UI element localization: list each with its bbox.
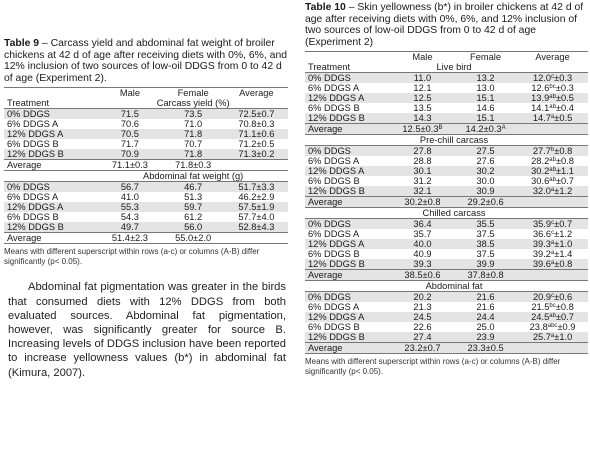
section-blank-2 <box>517 62 588 73</box>
female-cell: 71.0 <box>184 119 203 130</box>
average-cell-value: 28.2 <box>531 156 550 167</box>
average-cell-value: 20.9 <box>532 292 552 303</box>
average-male: 71.1±0.3 <box>98 160 161 171</box>
average-cell-error: ±0.7 <box>555 312 574 323</box>
average-cell-value: 35.9 <box>532 219 552 230</box>
average-cell: 71.1±0.6 <box>225 129 288 139</box>
table9-header-average: Average <box>225 88 288 99</box>
table10-header-row <box>305 52 588 63</box>
female-cell: 38.5 <box>454 239 517 249</box>
section-blank <box>305 281 391 292</box>
average-cell-error: ±0.6 <box>554 292 573 303</box>
average-cell-value: 21.5 <box>531 302 550 313</box>
treatment-cell: 12% DDGS A <box>305 93 391 103</box>
table10-section-header <box>305 281 588 292</box>
average-label: Average <box>4 233 98 244</box>
table9-label: Table 9 <box>4 38 40 49</box>
table9-header-male: Male <box>98 88 161 99</box>
average-cell-error: ±0.4 <box>555 103 574 114</box>
average-cell-value: 14.1 <box>531 103 550 114</box>
treatment-cell: 12% DDGS B <box>4 149 98 160</box>
average-male-value: 38.5±0.6 <box>404 270 441 281</box>
average-blank <box>517 124 588 135</box>
treatment-cell: 12% DDGS B <box>305 332 391 343</box>
treatment-cell: 6% DDGS A <box>308 83 360 94</box>
average-male-superscript: B <box>438 125 443 132</box>
table-row <box>305 146 588 157</box>
average-cell-superscript: a <box>550 187 555 194</box>
male-cell: 41.0 <box>120 192 139 203</box>
average-cell <box>517 113 588 124</box>
table-row <box>305 302 588 312</box>
average-cell: 57.7±4.0 <box>238 212 275 223</box>
average-cell-error: ±1.2 <box>554 229 573 240</box>
average-cell-superscript: c <box>551 293 555 300</box>
male-cell: 54.3 <box>120 212 139 223</box>
treatment-cell: 6% DDGS B <box>308 322 360 333</box>
average-blank <box>517 270 588 281</box>
treatment-cell: 12% DDGS B <box>4 222 98 233</box>
average-cell-superscript: c <box>551 220 555 227</box>
average-cell <box>517 176 588 186</box>
treatment-cell: 6% DDGS B <box>308 176 360 187</box>
treatment-cell: 12% DDGS B <box>305 186 391 197</box>
average-cell <box>517 186 588 197</box>
female-cell: 56.0 <box>162 222 225 233</box>
average-cell <box>517 239 588 249</box>
treatment-cell: 6% DDGS B <box>308 103 360 114</box>
average-cell-error: ±0.8 <box>555 156 574 167</box>
table-row <box>305 312 588 322</box>
average-cell-superscript: ab <box>549 104 556 111</box>
average-cell-error: ±0.5 <box>555 93 574 104</box>
treatment-cell: 6% DDGS B <box>7 212 59 223</box>
table9-header-treatment: Treatment <box>4 98 98 109</box>
table9-average-row <box>4 160 288 171</box>
table10-section-header <box>305 208 588 219</box>
average-blank <box>225 160 288 171</box>
treatment-cell: 6% DDGS B <box>7 139 59 150</box>
female-cell: 61.2 <box>184 212 203 223</box>
average-female <box>454 124 517 135</box>
male-cell: 31.2 <box>413 176 432 187</box>
female-cell: 27.5 <box>454 146 517 157</box>
table-row <box>305 239 588 249</box>
table9 <box>4 87 288 244</box>
table9-header-row <box>4 88 288 99</box>
average-cell <box>517 249 588 259</box>
average-cell <box>517 93 588 103</box>
female-cell: 15.1 <box>454 113 517 124</box>
average-cell-error: ±0.9 <box>557 322 576 333</box>
table9-section2-header <box>4 171 288 182</box>
treatment-cell: 0% DDGS <box>4 182 98 193</box>
average-cell-superscript: a <box>550 240 555 247</box>
male-cell: 36.4 <box>391 219 454 230</box>
treatment-cell: 6% DDGS A <box>308 156 360 167</box>
male-cell: 12.5 <box>391 93 454 103</box>
section-title: Chilled carcass <box>391 208 517 219</box>
treatment-cell: 0% DDGS <box>305 73 391 84</box>
male-cell: 55.3 <box>98 202 161 212</box>
average-male-value: 12.5±0.3 <box>402 124 439 135</box>
average-cell-superscript: c <box>551 230 555 237</box>
table-row <box>4 202 288 212</box>
average-cell-error: ±0.7 <box>554 219 573 230</box>
average-cell-value: 39.3 <box>532 239 551 250</box>
average-cell <box>517 83 588 93</box>
table-row <box>305 103 588 113</box>
average-cell-superscript: ab <box>549 94 556 101</box>
table-row <box>305 259 588 270</box>
male-cell: 71.7 <box>120 139 139 150</box>
table10-caption <box>305 2 588 48</box>
average-cell-superscript: ab <box>549 157 556 164</box>
male-cell: 32.1 <box>391 186 454 197</box>
average-cell-error: ±0.8 <box>554 146 573 157</box>
treatment-cell: 12% DDGS A <box>4 129 98 139</box>
table-row <box>305 249 588 259</box>
average-cell-error: ±0.5 <box>554 113 573 124</box>
male-cell: 70.9 <box>98 149 161 160</box>
treatment-cell: 0% DDGS <box>305 219 391 230</box>
average-cell-value: 32.0 <box>532 186 551 197</box>
average-cell-error: ±1.0 <box>554 332 573 343</box>
average-male <box>391 124 454 135</box>
average-female-value: 23.3±0.5 <box>467 343 504 354</box>
table-row <box>305 83 588 93</box>
average-female <box>454 270 517 281</box>
average-cell-value: 39.2 <box>532 249 551 260</box>
female-cell: 30.0 <box>476 176 495 187</box>
average-female-value: 14.2±0.3 <box>465 124 502 135</box>
treatment-cell: 0% DDGS <box>4 109 98 120</box>
average-male <box>391 343 454 354</box>
average-cell-error: ±0.8 <box>555 302 574 313</box>
average-cell-error: ±0.3 <box>555 83 574 94</box>
average-label: Average <box>305 124 391 135</box>
male-cell: 21.3 <box>413 302 432 313</box>
average-cell-superscript: a <box>550 333 555 340</box>
average-cell-error: ±1.2 <box>554 186 573 197</box>
male-cell: 11.0 <box>391 73 454 84</box>
average-cell-superscript: ab <box>549 313 556 320</box>
male-cell: 70.5 <box>98 129 161 139</box>
average-cell: 70.8±0.3 <box>238 119 275 130</box>
table10-average-row <box>305 124 588 135</box>
treatment-cell: 12% DDGS B <box>305 259 391 270</box>
table9-footnote: Means with different superscript within rows (a-c) or columns (A-B) differ significantly (p< 0.05). <box>4 247 260 267</box>
average-cell: 51.7±3.3 <box>225 182 288 193</box>
table10-section-header <box>305 62 588 73</box>
male-cell: 35.7 <box>413 229 432 240</box>
section-title: Abdominal fat <box>391 281 517 292</box>
section-blank-2 <box>517 135 588 146</box>
female-cell: 13.2 <box>454 73 517 84</box>
female-cell: 21.6 <box>454 292 517 303</box>
female-cell: 30.2 <box>454 166 517 176</box>
table10-footnote: Means with different superscript within rows (a-c) or columns (A-B) differ significantly (p< 0.05). <box>305 357 561 377</box>
table-row <box>305 292 588 303</box>
average-cell-value: 30.2 <box>531 166 550 177</box>
table10-average-row <box>305 343 588 354</box>
treatment-cell: 6% DDGS A <box>7 119 59 130</box>
average-cell-superscript: bc <box>549 303 556 310</box>
average-cell: 72.5±0.7 <box>225 109 288 120</box>
female-cell: 37.5 <box>476 249 495 260</box>
male-cell: 49.7 <box>98 222 161 233</box>
table-row <box>4 192 288 202</box>
table10-header-male: Male <box>391 52 454 63</box>
female-cell: 71.8 <box>162 129 225 139</box>
male-cell: 40.0 <box>391 239 454 249</box>
table-row <box>305 219 588 230</box>
table-row <box>305 332 588 343</box>
left-column <box>4 0 288 380</box>
table9-section1-header <box>4 98 288 109</box>
average-male-value: 23.2±0.7 <box>404 343 441 354</box>
treatment-cell: 6% DDGS A <box>7 192 59 203</box>
female-cell: 27.6 <box>476 156 495 167</box>
table-row <box>4 129 288 139</box>
average-cell-value: 24.5 <box>531 312 550 323</box>
average-cell <box>517 146 588 157</box>
average-cell-superscript: b <box>550 147 555 154</box>
male-cell: 14.3 <box>391 113 454 124</box>
average-blank <box>225 233 288 244</box>
section-title: Live bird <box>391 62 517 73</box>
average-cell-error: ±0.8 <box>554 259 573 270</box>
average-cell <box>517 219 588 230</box>
average-female <box>454 343 517 354</box>
average-cell: 71.3±0.2 <box>225 149 288 160</box>
average-cell-error: ±1.1 <box>555 166 574 177</box>
female-cell: 14.6 <box>476 103 495 114</box>
average-label: Average <box>305 197 391 208</box>
section-blank-2 <box>517 208 588 219</box>
female-cell: 71.8 <box>162 149 225 160</box>
average-female: 55.0±2.0 <box>162 233 225 244</box>
average-female-superscript: A <box>501 125 506 132</box>
male-cell: 70.6 <box>120 119 139 130</box>
average-cell-error: ±0.3 <box>554 73 573 84</box>
female-cell: 46.7 <box>162 182 225 193</box>
table9-average-row <box>4 233 288 244</box>
table-row <box>305 166 588 176</box>
male-cell: 27.4 <box>391 332 454 343</box>
male-cell: 27.8 <box>391 146 454 157</box>
treatment-cell: 6% DDGS A <box>308 229 360 240</box>
treatment-cell: 0% DDGS <box>305 146 391 157</box>
treatment-cell: 12% DDGS B <box>305 113 391 124</box>
average-female-value: 29.2±0.6 <box>467 197 504 208</box>
treatment-cell: 6% DDGS B <box>308 249 360 260</box>
average-male: 51.4±2.3 <box>98 233 161 244</box>
section-blank-2 <box>517 281 588 292</box>
male-cell: 56.7 <box>98 182 161 193</box>
table9-section2-blank <box>4 171 98 182</box>
table10-section-header <box>305 135 588 146</box>
table-row <box>305 73 588 84</box>
table10-average-row <box>305 197 588 208</box>
average-cell <box>517 302 588 312</box>
table-row <box>4 119 288 129</box>
male-cell: 13.5 <box>413 103 432 114</box>
average-cell <box>517 73 588 84</box>
body-paragraph-text: Abdominal fat pigmentation was greater in the birds that consumed diets with 12% DDGS from both evaluated sources. Abdominal fat pigmentation, however, was significantly greater for source B. Increasing levels of DDGS inclusion have been reported to increase yellowness values (b*) in abdominal fat (Kimura, 2007). <box>8 281 286 379</box>
average-cell-superscript: abc <box>547 323 558 330</box>
table9-section1-title: Carcass yield (%) <box>98 98 288 109</box>
average-cell-error: ±1.0 <box>554 239 573 250</box>
section-blank <box>305 135 391 146</box>
average-label: Average <box>305 343 391 354</box>
average-cell <box>517 332 588 343</box>
average-label: Average <box>305 270 391 281</box>
female-cell: 35.5 <box>454 219 517 230</box>
table-row <box>305 229 588 239</box>
right-column <box>305 0 588 377</box>
female-cell: 59.7 <box>162 202 225 212</box>
table10-header-blank <box>305 52 391 63</box>
table-row <box>4 109 288 120</box>
average-blank <box>517 197 588 208</box>
table-row <box>305 156 588 166</box>
average-male-value: 30.2±0.8 <box>404 197 441 208</box>
table-row <box>4 212 288 222</box>
female-cell: 25.0 <box>476 322 495 333</box>
male-cell: 28.8 <box>413 156 432 167</box>
average-cell-value: 30.6 <box>531 176 550 187</box>
table10 <box>305 51 588 354</box>
average-cell: 71.2±0.5 <box>238 139 275 150</box>
average-cell-superscript: ab <box>549 167 556 174</box>
average-cell-value: 14.7 <box>532 113 551 124</box>
average-cell-value: 39.6 <box>532 259 551 270</box>
female-cell: 39.9 <box>454 259 517 270</box>
male-cell: 40.9 <box>413 249 432 260</box>
average-cell <box>517 312 588 322</box>
average-cell-value: 27.7 <box>532 146 551 157</box>
average-cell: 57.5±1.9 <box>225 202 288 212</box>
table9-caption-text: – Carcass yield and abdominal fat weight of broiler chickens at 42 d of age after receiving diets with 0%, 6%, and 12% inclusion of two sources of low-oil DDGS from 0 to 42 d of age (Experiment 2). <box>4 38 288 84</box>
male-cell: 30.1 <box>391 166 454 176</box>
average-cell-value: 12.6 <box>531 83 550 94</box>
average-cell-superscript: c <box>551 74 555 81</box>
male-cell: 12.1 <box>413 83 432 94</box>
average-cell-superscript: ab <box>549 177 556 184</box>
average-cell <box>517 166 588 176</box>
average-cell-superscript: bc <box>549 84 556 91</box>
table-row <box>4 149 288 160</box>
table-row <box>4 182 288 193</box>
female-cell: 15.1 <box>454 93 517 103</box>
average-cell <box>517 259 588 270</box>
table9-caption <box>4 38 288 84</box>
treatment-cell: 12% DDGS A <box>305 239 391 249</box>
female-cell: 30.9 <box>454 186 517 197</box>
treatment-cell: 12% DDGS A <box>305 312 391 322</box>
average-cell-superscript: a <box>550 260 555 267</box>
average-cell-superscript: a <box>550 250 555 257</box>
average-cell <box>517 156 588 166</box>
section-title: Pre-chill carcass <box>391 135 517 146</box>
table-row <box>305 113 588 124</box>
male-cell: 22.6 <box>413 322 432 333</box>
table10-caption-text: – Skin yellowness (b*) in broiler chickens at 42 d of age after receiving diets with 0%, 6%, and 12% inclusion of two sources of low-oil DDGS from 0 to 42 d of age (Experiment 2) <box>305 2 584 48</box>
treatment-cell: 12% DDGS A <box>305 166 391 176</box>
average-blank <box>517 343 588 354</box>
table9-section2-title: Abdominal fat weight (g) <box>98 171 288 182</box>
average-cell-value: 13.9 <box>531 93 550 104</box>
average-cell-error: ±1.4 <box>554 249 573 260</box>
treatment-cell: 0% DDGS <box>305 292 391 303</box>
average-cell <box>517 292 588 303</box>
average-female-value: 37.8±0.8 <box>467 270 504 281</box>
table10-label: Table 10 <box>305 2 346 13</box>
female-cell: 37.5 <box>476 229 495 240</box>
table-row <box>305 322 588 332</box>
average-cell-value: 23.8 <box>529 322 548 333</box>
average-cell: 52.8±4.3 <box>225 222 288 233</box>
female-cell: 13.0 <box>476 83 495 94</box>
female-cell: 73.5 <box>162 109 225 120</box>
female-cell: 24.4 <box>454 312 517 322</box>
average-male <box>391 197 454 208</box>
male-cell: 71.5 <box>98 109 161 120</box>
table-row <box>305 176 588 186</box>
female-cell: 70.7 <box>184 139 203 150</box>
table-row <box>4 222 288 233</box>
section-blank <box>305 208 391 219</box>
average-cell-value: 36.6 <box>532 229 552 240</box>
table-row <box>4 139 288 149</box>
average-cell <box>517 103 588 113</box>
average-label: Average <box>4 160 98 171</box>
table10-header-average: Average <box>517 52 588 63</box>
table9-header-female: Female <box>162 88 225 99</box>
treatment-cell: 6% DDGS A <box>308 302 360 313</box>
table-row <box>305 93 588 103</box>
average-cell <box>517 322 588 332</box>
female-cell: 21.6 <box>476 302 495 313</box>
average-cell: 46.2±2.9 <box>238 192 275 203</box>
average-female: 71.8±0.3 <box>162 160 225 171</box>
male-cell: 24.5 <box>391 312 454 322</box>
male-cell: 39.3 <box>391 259 454 270</box>
average-cell-value: 25.7 <box>532 332 551 343</box>
female-cell: 23.9 <box>454 332 517 343</box>
female-cell: 51.3 <box>184 192 203 203</box>
average-cell-superscript: a <box>550 114 555 121</box>
average-cell-value: 12.0 <box>532 73 552 84</box>
average-cell <box>517 229 588 239</box>
treatment-cell: 12% DDGS A <box>4 202 98 212</box>
average-male <box>391 270 454 281</box>
table10-header-treatment: Treatment <box>305 62 391 73</box>
table9-header-blank <box>4 88 98 99</box>
table-row <box>305 186 588 197</box>
body-paragraph <box>8 280 286 379</box>
male-cell: 20.2 <box>391 292 454 303</box>
table10-average-row <box>305 270 588 281</box>
average-cell-error: ±0.7 <box>555 176 574 187</box>
average-female <box>454 197 517 208</box>
table10-header-female: Female <box>454 52 517 63</box>
